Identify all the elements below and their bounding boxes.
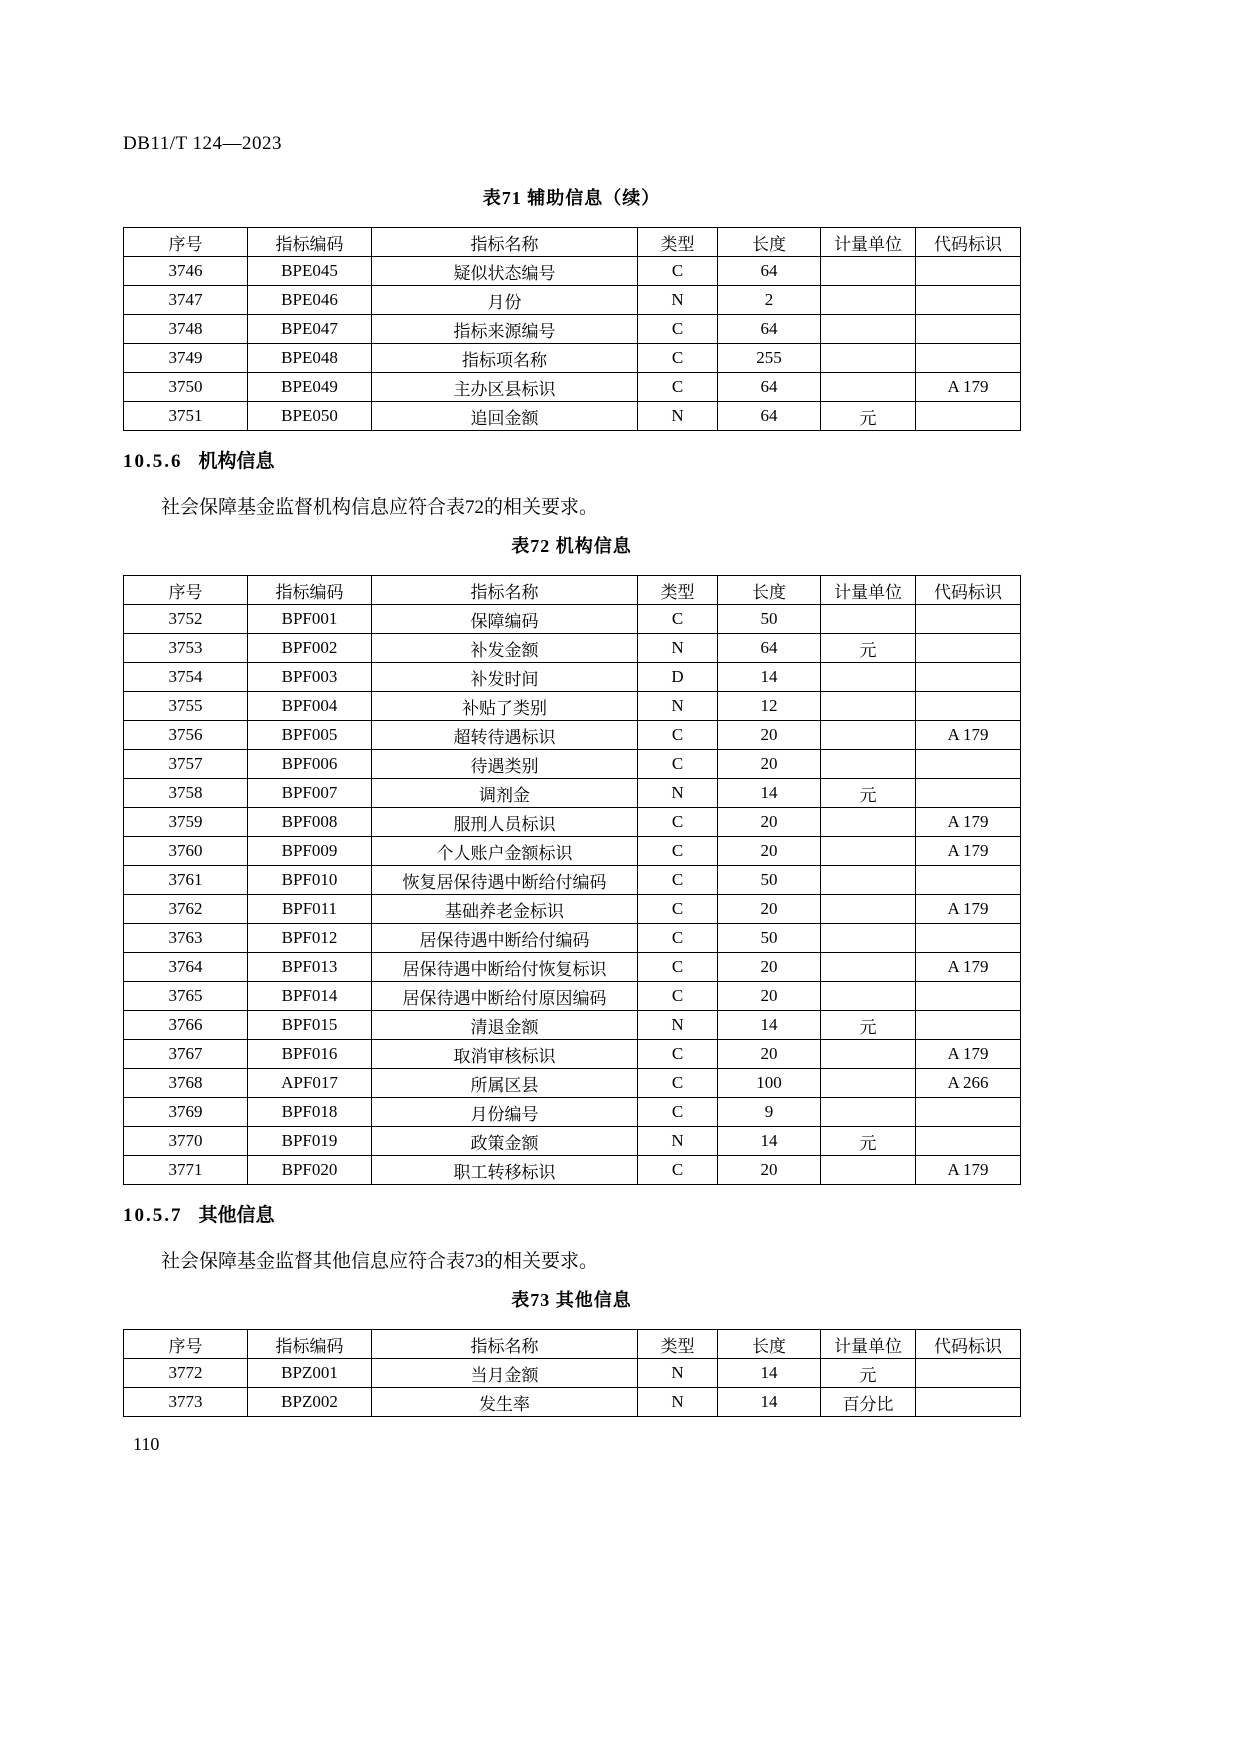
column-header: 序号 bbox=[124, 576, 248, 605]
table-cell: 9 bbox=[718, 1098, 821, 1127]
table-cell: 元 bbox=[821, 1127, 916, 1156]
table-cell: C bbox=[638, 1156, 718, 1185]
table-cell: 20 bbox=[718, 895, 821, 924]
table-cell: 清退金额 bbox=[372, 1011, 638, 1040]
table-cell bbox=[916, 1359, 1021, 1388]
table-cell: 当月金额 bbox=[372, 1359, 638, 1388]
table-cell bbox=[821, 1098, 916, 1127]
table-cell: 百分比 bbox=[821, 1388, 916, 1417]
column-header: 长度 bbox=[718, 228, 821, 257]
table-cell: 100 bbox=[718, 1069, 821, 1098]
table-row bbox=[124, 402, 1021, 431]
table-cell: 疑似状态编号 bbox=[372, 257, 638, 286]
table-cell: 3749 bbox=[124, 344, 248, 373]
table-cell: 3762 bbox=[124, 895, 248, 924]
table-row bbox=[124, 373, 1021, 402]
column-header: 类型 bbox=[638, 228, 718, 257]
table-cell: 3771 bbox=[124, 1156, 248, 1185]
table-cell: A 179 bbox=[916, 895, 1021, 924]
table-cell: C bbox=[638, 895, 718, 924]
table-row bbox=[124, 895, 1021, 924]
table-header-row bbox=[124, 228, 1021, 257]
table-cell: 3767 bbox=[124, 1040, 248, 1069]
table-cell: BPF005 bbox=[248, 721, 372, 750]
table-cell: 补发时间 bbox=[372, 663, 638, 692]
table-cell bbox=[916, 286, 1021, 315]
table-cell: C bbox=[638, 1098, 718, 1127]
table-cell: 居保待遇中断给付恢复标识 bbox=[372, 953, 638, 982]
table-cell bbox=[916, 692, 1021, 721]
table-cell bbox=[821, 982, 916, 1011]
table-cell: BPF014 bbox=[248, 982, 372, 1011]
table-cell: BPF019 bbox=[248, 1127, 372, 1156]
table-cell: 12 bbox=[718, 692, 821, 721]
table-row bbox=[124, 1098, 1021, 1127]
table-cell bbox=[821, 808, 916, 837]
table-cell bbox=[916, 1011, 1021, 1040]
column-header: 指标编码 bbox=[248, 576, 372, 605]
table-cell: C bbox=[638, 808, 718, 837]
table-cell: C bbox=[638, 750, 718, 779]
table-cell: 3764 bbox=[124, 953, 248, 982]
table-cell: N bbox=[638, 1359, 718, 1388]
table-cell: A 179 bbox=[916, 1156, 1021, 1185]
table-cell: C bbox=[638, 866, 718, 895]
table-cell: 20 bbox=[718, 1040, 821, 1069]
table-cell: N bbox=[638, 286, 718, 315]
column-header: 代码标识 bbox=[916, 1330, 1021, 1359]
table-cell: 20 bbox=[718, 1156, 821, 1185]
table-row bbox=[124, 1069, 1021, 1098]
table-cell: 20 bbox=[718, 982, 821, 1011]
table-cell: A 179 bbox=[916, 1040, 1021, 1069]
table-cell: 3763 bbox=[124, 924, 248, 953]
table-cell: 3758 bbox=[124, 779, 248, 808]
table-cell: 发生率 bbox=[372, 1388, 638, 1417]
table-cell bbox=[821, 315, 916, 344]
table-cell: N bbox=[638, 779, 718, 808]
table-cell: BPE046 bbox=[248, 286, 372, 315]
table-cell: 追回金额 bbox=[372, 402, 638, 431]
table-cell: BPF020 bbox=[248, 1156, 372, 1185]
table-cell bbox=[916, 866, 1021, 895]
table-cell: BPF010 bbox=[248, 866, 372, 895]
table-cell: BPF001 bbox=[248, 605, 372, 634]
table-cell: D bbox=[638, 663, 718, 692]
column-header: 类型 bbox=[638, 1330, 718, 1359]
table-cell bbox=[821, 1156, 916, 1185]
table-cell: BPE045 bbox=[248, 257, 372, 286]
table-cell bbox=[821, 286, 916, 315]
column-header: 长度 bbox=[718, 576, 821, 605]
table-header-row bbox=[124, 576, 1021, 605]
table-cell: BPF007 bbox=[248, 779, 372, 808]
table-cell: N bbox=[638, 1127, 718, 1156]
table-cell bbox=[821, 1069, 916, 1098]
table-cell: C bbox=[638, 373, 718, 402]
table-cell: 3748 bbox=[124, 315, 248, 344]
table-cell bbox=[916, 634, 1021, 663]
table-cell: C bbox=[638, 982, 718, 1011]
table-cell bbox=[916, 344, 1021, 373]
table-72-caption: 表72 机构信息 bbox=[511, 536, 632, 556]
table-72-institution-info bbox=[123, 575, 1021, 1185]
table-cell bbox=[916, 1388, 1021, 1417]
table-cell: BPF003 bbox=[248, 663, 372, 692]
table-cell: 月份编号 bbox=[372, 1098, 638, 1127]
table-cell bbox=[821, 750, 916, 779]
table-cell: 指标来源编号 bbox=[372, 315, 638, 344]
table-cell bbox=[916, 982, 1021, 1011]
column-header: 长度 bbox=[718, 1330, 821, 1359]
table-cell: 3769 bbox=[124, 1098, 248, 1127]
table-cell: BPF012 bbox=[248, 924, 372, 953]
table-cell: 20 bbox=[718, 750, 821, 779]
table-cell: 3750 bbox=[124, 373, 248, 402]
table-cell: BPF013 bbox=[248, 953, 372, 982]
table-cell bbox=[821, 837, 916, 866]
table-cell: 64 bbox=[718, 257, 821, 286]
table-cell bbox=[821, 692, 916, 721]
table-cell: N bbox=[638, 1011, 718, 1040]
table-cell: 14 bbox=[718, 779, 821, 808]
table-cell: 3755 bbox=[124, 692, 248, 721]
table-cell: A 179 bbox=[916, 721, 1021, 750]
table-cell: 取消审核标识 bbox=[372, 1040, 638, 1069]
table-cell: BPF009 bbox=[248, 837, 372, 866]
column-header: 指标编码 bbox=[248, 1330, 372, 1359]
table-cell: C bbox=[638, 924, 718, 953]
table-cell: 指标项名称 bbox=[372, 344, 638, 373]
table-row bbox=[124, 750, 1021, 779]
document-standard-number: DB11/T 124—2023 bbox=[123, 133, 282, 154]
column-header: 代码标识 bbox=[916, 228, 1021, 257]
table-cell: A 179 bbox=[916, 808, 1021, 837]
section-heading-10-5-6 bbox=[123, 451, 1020, 473]
table-cell: 3773 bbox=[124, 1388, 248, 1417]
table-cell: 20 bbox=[718, 837, 821, 866]
table-cell bbox=[916, 402, 1021, 431]
table-cell: 3751 bbox=[124, 402, 248, 431]
table-cell: APF017 bbox=[248, 1069, 372, 1098]
table-cell: 个人账户金额标识 bbox=[372, 837, 638, 866]
table-cell: BPF015 bbox=[248, 1011, 372, 1040]
table-cell: N bbox=[638, 402, 718, 431]
section-number: 10.5.6 bbox=[123, 451, 183, 472]
table-row bbox=[124, 257, 1021, 286]
table-cell: C bbox=[638, 257, 718, 286]
table-cell: 3759 bbox=[124, 808, 248, 837]
table-cell: 14 bbox=[718, 1127, 821, 1156]
table-cell bbox=[916, 1127, 1021, 1156]
table-cell: BPF004 bbox=[248, 692, 372, 721]
section-title: 其他信息 bbox=[198, 1205, 275, 1226]
table-cell: 超转待遇标识 bbox=[372, 721, 638, 750]
table-cell: 基础养老金标识 bbox=[372, 895, 638, 924]
table-cell: A 179 bbox=[916, 373, 1021, 402]
table-cell: 14 bbox=[718, 663, 821, 692]
table-cell: BPF011 bbox=[248, 895, 372, 924]
table-cell: 3761 bbox=[124, 866, 248, 895]
table-cell: C bbox=[638, 837, 718, 866]
table-cell: 元 bbox=[821, 779, 916, 808]
table-cell: BPF002 bbox=[248, 634, 372, 663]
table-row bbox=[124, 866, 1021, 895]
table-row bbox=[124, 344, 1021, 373]
table-cell bbox=[821, 344, 916, 373]
table-cell: BPF008 bbox=[248, 808, 372, 837]
table-cell: A 266 bbox=[916, 1069, 1021, 1098]
table-cell: 64 bbox=[718, 315, 821, 344]
column-header: 指标名称 bbox=[372, 576, 638, 605]
table-cell: 64 bbox=[718, 373, 821, 402]
table-cell: BPF006 bbox=[248, 750, 372, 779]
table-cell: BPZ002 bbox=[248, 1388, 372, 1417]
table-cell: 20 bbox=[718, 953, 821, 982]
column-header: 计量单位 bbox=[821, 228, 916, 257]
table-cell: 3752 bbox=[124, 605, 248, 634]
column-header: 指标名称 bbox=[372, 1330, 638, 1359]
table-cell: 2 bbox=[718, 286, 821, 315]
column-header: 类型 bbox=[638, 576, 718, 605]
column-header: 计量单位 bbox=[821, 1330, 916, 1359]
table-cell bbox=[916, 924, 1021, 953]
table-cell: 3770 bbox=[124, 1127, 248, 1156]
table-cell bbox=[916, 663, 1021, 692]
table-cell: BPE047 bbox=[248, 315, 372, 344]
table-cell: BPF016 bbox=[248, 1040, 372, 1069]
table-cell: N bbox=[638, 1388, 718, 1417]
table-cell: 3753 bbox=[124, 634, 248, 663]
table-cell: 3768 bbox=[124, 1069, 248, 1098]
table-row bbox=[124, 953, 1021, 982]
section-10-5-6-paragraph: 社会保障基金监督机构信息应符合表72的相关要求。 bbox=[161, 497, 599, 518]
column-header: 序号 bbox=[124, 228, 248, 257]
column-header: 指标名称 bbox=[372, 228, 638, 257]
column-header: 指标编码 bbox=[248, 228, 372, 257]
table-71-caption: 表71 辅助信息（续） bbox=[482, 188, 661, 208]
table-cell bbox=[821, 1040, 916, 1069]
table-row bbox=[124, 837, 1021, 866]
table-cell: 64 bbox=[718, 634, 821, 663]
table-cell: N bbox=[638, 692, 718, 721]
table-cell: C bbox=[638, 1069, 718, 1098]
table-cell: A 179 bbox=[916, 953, 1021, 982]
table-cell: BPE049 bbox=[248, 373, 372, 402]
table-cell: BPE048 bbox=[248, 344, 372, 373]
table-cell: 3756 bbox=[124, 721, 248, 750]
table-cell: 元 bbox=[821, 1359, 916, 1388]
table-row bbox=[124, 605, 1021, 634]
table-cell bbox=[916, 1098, 1021, 1127]
table-header-row bbox=[124, 1330, 1021, 1359]
table-cell: 255 bbox=[718, 344, 821, 373]
table-cell: 20 bbox=[718, 808, 821, 837]
table-row bbox=[124, 286, 1021, 315]
table-row bbox=[124, 1127, 1021, 1156]
table-cell bbox=[916, 315, 1021, 344]
table-row bbox=[124, 315, 1021, 344]
table-cell: 3766 bbox=[124, 1011, 248, 1040]
page-number: 110 bbox=[133, 1434, 160, 1454]
table-cell: C bbox=[638, 344, 718, 373]
column-header: 计量单位 bbox=[821, 576, 916, 605]
table-73-other-info bbox=[123, 1329, 1021, 1417]
table-cell: 恢复居保待遇中断给付编码 bbox=[372, 866, 638, 895]
table-cell: C bbox=[638, 1040, 718, 1069]
table-cell: 元 bbox=[821, 1011, 916, 1040]
table-cell bbox=[916, 257, 1021, 286]
table-cell bbox=[821, 924, 916, 953]
table-cell bbox=[821, 663, 916, 692]
table-cell: 3765 bbox=[124, 982, 248, 1011]
page-content bbox=[123, 133, 1020, 1437]
table-cell: 20 bbox=[718, 721, 821, 750]
table-cell: 政策金额 bbox=[372, 1127, 638, 1156]
table-cell bbox=[821, 895, 916, 924]
table-cell: 主办区县标识 bbox=[372, 373, 638, 402]
table-cell: 50 bbox=[718, 866, 821, 895]
table-cell: 补贴了类别 bbox=[372, 692, 638, 721]
table-cell: N bbox=[638, 634, 718, 663]
section-10-5-7-paragraph: 社会保障基金监督其他信息应符合表73的相关要求。 bbox=[161, 1251, 599, 1272]
table-cell: 居保待遇中断给付原因编码 bbox=[372, 982, 638, 1011]
table-cell: 待遇类别 bbox=[372, 750, 638, 779]
table-cell: 所属区县 bbox=[372, 1069, 638, 1098]
section-heading-10-5-7 bbox=[123, 1205, 1020, 1227]
table-cell: 居保待遇中断给付编码 bbox=[372, 924, 638, 953]
column-header: 序号 bbox=[124, 1330, 248, 1359]
table-cell: 月份 bbox=[372, 286, 638, 315]
table-row bbox=[124, 634, 1021, 663]
table-cell: C bbox=[638, 605, 718, 634]
table-cell: 50 bbox=[718, 605, 821, 634]
table-row bbox=[124, 663, 1021, 692]
table-cell: BPE050 bbox=[248, 402, 372, 431]
table-cell bbox=[916, 605, 1021, 634]
table-cell: 3746 bbox=[124, 257, 248, 286]
table-cell bbox=[821, 866, 916, 895]
table-cell: BPF018 bbox=[248, 1098, 372, 1127]
table-cell: 服刑人员标识 bbox=[372, 808, 638, 837]
table-cell: BPZ001 bbox=[248, 1359, 372, 1388]
table-cell: 元 bbox=[821, 634, 916, 663]
table-cell: A 179 bbox=[916, 837, 1021, 866]
table-cell: 调剂金 bbox=[372, 779, 638, 808]
table-row bbox=[124, 721, 1021, 750]
table-cell: 职工转移标识 bbox=[372, 1156, 638, 1185]
table-cell: C bbox=[638, 315, 718, 344]
table-row bbox=[124, 779, 1021, 808]
table-cell: 元 bbox=[821, 402, 916, 431]
table-cell bbox=[821, 373, 916, 402]
section-title: 机构信息 bbox=[198, 451, 275, 472]
table-cell: 14 bbox=[718, 1359, 821, 1388]
table-row bbox=[124, 924, 1021, 953]
table-cell bbox=[821, 257, 916, 286]
table-row bbox=[124, 808, 1021, 837]
table-cell: 14 bbox=[718, 1011, 821, 1040]
table-cell: 补发金额 bbox=[372, 634, 638, 663]
table-cell: 3772 bbox=[124, 1359, 248, 1388]
table-cell: 64 bbox=[718, 402, 821, 431]
table-cell: 14 bbox=[718, 1388, 821, 1417]
table-cell: 保障编码 bbox=[372, 605, 638, 634]
table-row bbox=[124, 1359, 1021, 1388]
table-cell: 3754 bbox=[124, 663, 248, 692]
table-row bbox=[124, 1040, 1021, 1069]
table-cell bbox=[821, 953, 916, 982]
table-cell: C bbox=[638, 953, 718, 982]
table-cell bbox=[916, 779, 1021, 808]
table-cell bbox=[821, 605, 916, 634]
table-row bbox=[124, 982, 1021, 1011]
table-row bbox=[124, 692, 1021, 721]
section-number: 10.5.7 bbox=[123, 1205, 183, 1226]
table-row bbox=[124, 1011, 1021, 1040]
table-cell bbox=[916, 750, 1021, 779]
table-row bbox=[124, 1156, 1021, 1185]
table-73-caption: 表73 其他信息 bbox=[511, 1290, 632, 1310]
table-cell: 50 bbox=[718, 924, 821, 953]
table-cell: C bbox=[638, 721, 718, 750]
table-cell: 3747 bbox=[124, 286, 248, 315]
table-cell bbox=[821, 721, 916, 750]
table-71-auxiliary-info bbox=[123, 227, 1021, 431]
column-header: 代码标识 bbox=[916, 576, 1021, 605]
table-cell: 3757 bbox=[124, 750, 248, 779]
table-row bbox=[124, 1388, 1021, 1417]
table-cell: 3760 bbox=[124, 837, 248, 866]
